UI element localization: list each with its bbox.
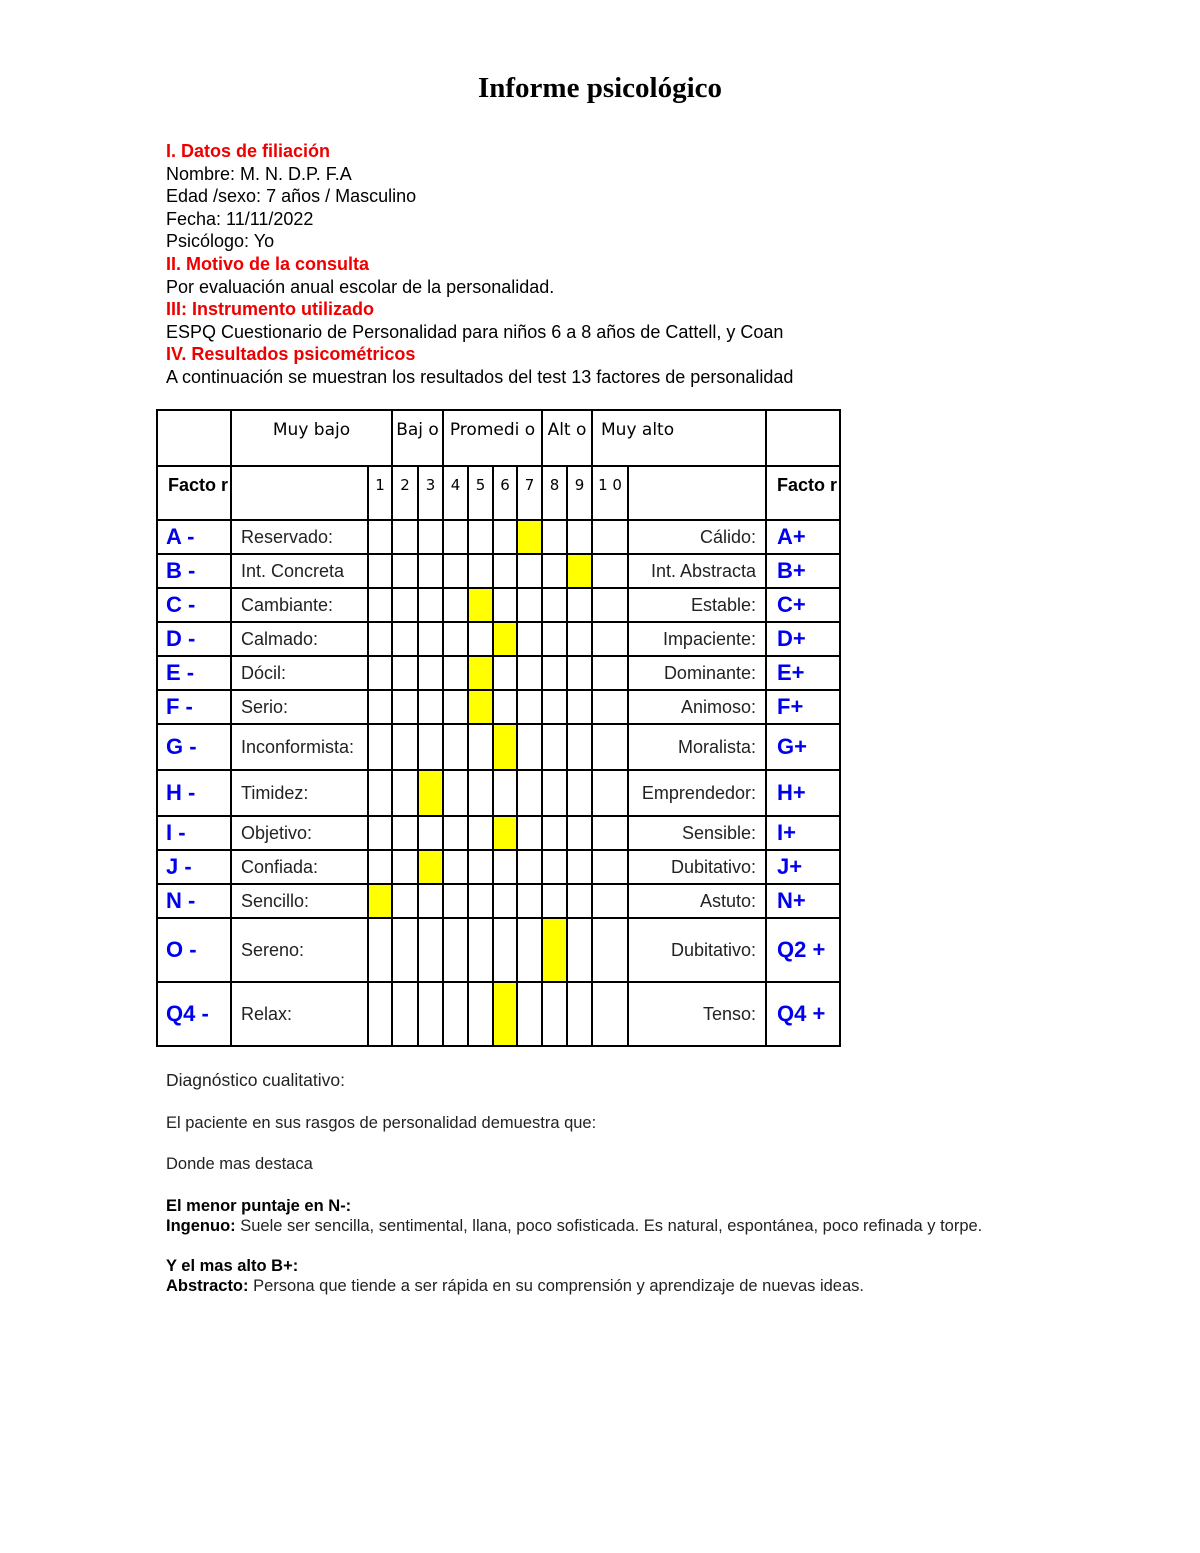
score-cell [468, 918, 493, 982]
score-cell [418, 656, 443, 690]
score-cell [592, 622, 628, 656]
score-cell [592, 656, 628, 690]
factor-code-low: I - [157, 816, 231, 850]
factor-code-high: Q4 + [766, 982, 840, 1046]
score-cell [517, 816, 542, 850]
high-score-description: Persona que tiende a ser rápida en su comprensión y aprendizaje de nuevas ideas. [248, 1277, 864, 1295]
score-cell [368, 622, 392, 656]
factor-code-low: B - [157, 554, 231, 588]
score-cell [567, 884, 592, 918]
score-cell [592, 724, 628, 770]
score-marker [567, 554, 592, 588]
score-cell [542, 982, 567, 1046]
score-cell [542, 884, 567, 918]
score-cell [493, 520, 517, 554]
high-score-heading: Y el mas alto B+: [166, 1257, 299, 1275]
factor-code-low: D - [157, 622, 231, 656]
score-cell [443, 816, 468, 850]
score-cell [517, 554, 542, 588]
score-cell [468, 724, 493, 770]
factor-code-low: Q4 - [157, 982, 231, 1046]
score-marker [542, 918, 567, 982]
score-cell [567, 656, 592, 690]
score-cell [468, 622, 493, 656]
score-cell [468, 982, 493, 1046]
score-cell [443, 982, 468, 1046]
factor-label-high: Tenso: [628, 982, 766, 1046]
factor-code-high: J+ [766, 850, 840, 884]
score-cell [418, 884, 443, 918]
factor-label-low: Sereno: [231, 918, 368, 982]
factor-code-low: F - [157, 690, 231, 724]
score-cell [443, 850, 468, 884]
score-cell [592, 918, 628, 982]
score-cell [392, 554, 418, 588]
score-cell [443, 554, 468, 588]
score-cell [493, 588, 517, 622]
score-cell [392, 588, 418, 622]
header-blank-left [157, 410, 231, 466]
score-cell [368, 656, 392, 690]
score-cell [517, 850, 542, 884]
score-marker [493, 982, 517, 1046]
factor-row [157, 656, 840, 690]
factor-row [157, 918, 840, 982]
score-cell [392, 816, 418, 850]
scale-number: 6 [493, 466, 517, 520]
score-cell [542, 690, 567, 724]
factor-row [157, 724, 840, 770]
score-cell [368, 690, 392, 724]
score-cell [542, 770, 567, 816]
scale-number: 4 [443, 466, 468, 520]
score-cell [392, 770, 418, 816]
score-marker [368, 884, 392, 918]
factor-label-high: Impaciente: [628, 622, 766, 656]
score-cell [592, 816, 628, 850]
factor-row [157, 982, 840, 1046]
page-title: Informe psicológico [477, 72, 723, 104]
score-cell [542, 520, 567, 554]
results-intro: A continuación se muestran los resultados del test 13 factores de personalidad [166, 366, 794, 387]
scale-number: 7 [517, 466, 542, 520]
score-cell [567, 850, 592, 884]
score-marker [468, 656, 493, 690]
score-cell [418, 588, 443, 622]
section-heading-resultados: IV. Resultados psicométricos [166, 344, 416, 365]
score-cell [517, 918, 542, 982]
factor-label-low: Inconformista: [231, 724, 368, 770]
score-cell [592, 982, 628, 1046]
factor-row [157, 850, 840, 884]
score-cell [443, 724, 468, 770]
factor-label-high: Dubitativo: [628, 850, 766, 884]
factor-row [157, 622, 840, 656]
score-cell [493, 770, 517, 816]
score-cell [493, 554, 517, 588]
score-cell [368, 588, 392, 622]
score-cell [592, 690, 628, 724]
low-score-heading: El menor puntaje en N-: [166, 1197, 352, 1215]
score-marker [418, 850, 443, 884]
score-cell [567, 690, 592, 724]
score-cell [392, 724, 418, 770]
header-blank-right [766, 410, 840, 466]
score-cell [418, 554, 443, 588]
score-marker [468, 690, 493, 724]
low-score-term: Ingenuo: [166, 1217, 236, 1235]
factor-code-high: D+ [766, 622, 840, 656]
factor-label-low: Timidez: [231, 770, 368, 816]
factor-label-low: Relax: [231, 982, 368, 1046]
level-promedio: Promedi o [443, 410, 542, 466]
score-cell [517, 588, 542, 622]
factor-code-low: J - [157, 850, 231, 884]
factor-label-low: Reservado: [231, 520, 368, 554]
factor-row [157, 520, 840, 554]
factor-row [157, 554, 840, 588]
score-cell [592, 520, 628, 554]
factor-code-high: F+ [766, 690, 840, 724]
score-cell [493, 918, 517, 982]
psychologist: Psicólogo: Yo [166, 231, 275, 252]
score-cell [592, 884, 628, 918]
diagnosis-donde: Donde mas destaca [166, 1155, 313, 1173]
score-cell [542, 554, 567, 588]
score-cell [567, 520, 592, 554]
score-cell [468, 884, 493, 918]
score-cell [493, 656, 517, 690]
score-cell [418, 520, 443, 554]
score-cell [443, 622, 468, 656]
section-heading-motivo: II. Motivo de la consulta [166, 253, 370, 274]
section-heading-filiacion: I. Datos de filiación [166, 141, 331, 161]
score-cell [592, 588, 628, 622]
factor-code-high: I+ [766, 816, 840, 850]
scale-number: 2 [392, 466, 418, 520]
factor-code-high: C+ [766, 588, 840, 622]
factor-header-right: Facto r [766, 466, 840, 520]
instrument-text: ESPQ Cuestionario de Personalidad para niños 6 a 8 años de Cattell, y Coan [166, 321, 784, 342]
score-cell [418, 724, 443, 770]
factor-code-high: H+ [766, 770, 840, 816]
score-cell [392, 850, 418, 884]
diagnosis-heading: Diagnóstico cualitativo: [166, 1070, 345, 1090]
score-marker [517, 520, 542, 554]
high-score-term: Abstracto: [166, 1277, 249, 1295]
factor-label-high: Sensible: [628, 816, 766, 850]
level-bajo: Baj o [392, 410, 443, 466]
score-cell [567, 918, 592, 982]
factor-label-high: Int. Abstracta [628, 554, 766, 588]
low-score-description: Suele ser sencilla, sentimental, llana, poco sofisticada. Es natural, espontánea, poco refinada y torpe. [235, 1217, 983, 1235]
factor-code-low: G - [157, 724, 231, 770]
score-cell [368, 770, 392, 816]
score-cell [443, 690, 468, 724]
score-cell [468, 554, 493, 588]
score-cell [542, 850, 567, 884]
factor-label-high: Moralista: [628, 724, 766, 770]
level-muy-alto: Muy alto [592, 410, 766, 466]
score-cell [542, 656, 567, 690]
qualitative-diagnosis [166, 1070, 1006, 1296]
score-cell [443, 884, 468, 918]
score-cell [542, 724, 567, 770]
report-date: Fecha: 11/11/2022 [166, 208, 314, 229]
scale-number: 1 0 [592, 466, 628, 520]
score-cell [493, 690, 517, 724]
patient-age-sex: Edad /sexo: 7 años / Masculino [166, 186, 417, 207]
factor-row [157, 690, 840, 724]
personality-factor-table [156, 409, 841, 1047]
scale-number: 8 [542, 466, 567, 520]
level-muy-bajo: Muy bajo [231, 410, 392, 466]
factor-label-low: Calmado: [231, 622, 368, 656]
score-cell [368, 982, 392, 1046]
factor-code-high: E+ [766, 656, 840, 690]
score-cell [468, 816, 493, 850]
factor-label-high: Animoso: [628, 690, 766, 724]
factor-code-low: O - [157, 918, 231, 982]
score-marker [493, 724, 517, 770]
factor-label-high: Astuto: [628, 884, 766, 918]
factor-label-low: Confiada: [231, 850, 368, 884]
score-cell [468, 520, 493, 554]
score-cell [517, 656, 542, 690]
score-cell [443, 520, 468, 554]
factor-label-low: Int. Concreta [231, 554, 368, 588]
score-cell [567, 622, 592, 656]
score-cell [542, 588, 567, 622]
score-cell [592, 770, 628, 816]
factor-label-high: Dominante: [628, 656, 766, 690]
score-cell [517, 690, 542, 724]
factor-label-low: Dócil: [231, 656, 368, 690]
score-cell [592, 850, 628, 884]
score-cell [368, 918, 392, 982]
score-cell [392, 982, 418, 1046]
factor-code-high: A+ [766, 520, 840, 554]
scale-number: 5 [468, 466, 493, 520]
score-cell [443, 656, 468, 690]
factor-row [157, 884, 840, 918]
score-cell [418, 918, 443, 982]
score-marker [468, 588, 493, 622]
score-cell [542, 816, 567, 850]
factor-code-high: Q2 + [766, 918, 840, 982]
factor-row [157, 770, 840, 816]
score-cell [567, 770, 592, 816]
factor-label-high: Dubitativo: [628, 918, 766, 982]
factor-code-high: B+ [766, 554, 840, 588]
score-cell [368, 520, 392, 554]
patient-info [166, 140, 793, 389]
score-cell [392, 690, 418, 724]
factor-row [157, 588, 840, 622]
scale-number: 3 [418, 466, 443, 520]
section-heading-instrumento: III: Instrumento utilizado [166, 299, 374, 320]
score-marker [493, 816, 517, 850]
factor-code-low: C - [157, 588, 231, 622]
score-cell [567, 724, 592, 770]
score-cell [392, 520, 418, 554]
score-cell [443, 918, 468, 982]
score-cell [517, 622, 542, 656]
factor-header-left: Facto r [157, 466, 231, 520]
scale-header-blank-right [628, 466, 766, 520]
factor-label-high: Estable: [628, 588, 766, 622]
score-cell [418, 622, 443, 656]
factor-code-low: H - [157, 770, 231, 816]
score-cell [567, 982, 592, 1046]
factor-code-low: E - [157, 656, 231, 690]
score-cell [517, 982, 542, 1046]
factor-label-high: Emprendedor: [628, 770, 766, 816]
scale-number: 9 [567, 466, 592, 520]
factor-label-high: Cálido: [628, 520, 766, 554]
score-cell [468, 770, 493, 816]
factor-code-low: N - [157, 884, 231, 918]
factor-code-high: N+ [766, 884, 840, 918]
factor-label-low: Cambiante: [231, 588, 368, 622]
factor-label-low: Serio: [231, 690, 368, 724]
level-alto: Alt o [542, 410, 592, 466]
score-cell [567, 816, 592, 850]
score-cell [493, 850, 517, 884]
score-cell [368, 850, 392, 884]
patient-name: Nombre: M. N. D.P. F.A [166, 163, 352, 184]
scale-number: 1 [368, 466, 392, 520]
score-cell [592, 554, 628, 588]
score-marker [418, 770, 443, 816]
consult-reason: Por evaluación anual escolar de la personalidad. [166, 276, 555, 297]
factor-label-low: Sencillo: [231, 884, 368, 918]
score-cell [517, 724, 542, 770]
factor-code-low: A - [157, 520, 231, 554]
score-cell [392, 656, 418, 690]
score-cell [542, 622, 567, 656]
score-cell [418, 982, 443, 1046]
factor-label-low: Objetivo: [231, 816, 368, 850]
score-cell [368, 724, 392, 770]
factor-row [157, 816, 840, 850]
score-cell [368, 554, 392, 588]
score-cell [392, 918, 418, 982]
factor-code-high: G+ [766, 724, 840, 770]
scale-header-blank-left [231, 466, 368, 520]
score-cell [517, 884, 542, 918]
score-cell [443, 770, 468, 816]
score-marker [493, 622, 517, 656]
score-cell [567, 588, 592, 622]
score-cell [468, 850, 493, 884]
score-cell [392, 622, 418, 656]
score-cell [418, 816, 443, 850]
diagnosis-intro: El paciente en sus rasgos de personalidad demuestra que: [166, 1114, 597, 1132]
score-cell [517, 770, 542, 816]
score-cell [392, 884, 418, 918]
score-cell [443, 588, 468, 622]
score-cell [418, 690, 443, 724]
score-cell [368, 816, 392, 850]
score-cell [493, 884, 517, 918]
